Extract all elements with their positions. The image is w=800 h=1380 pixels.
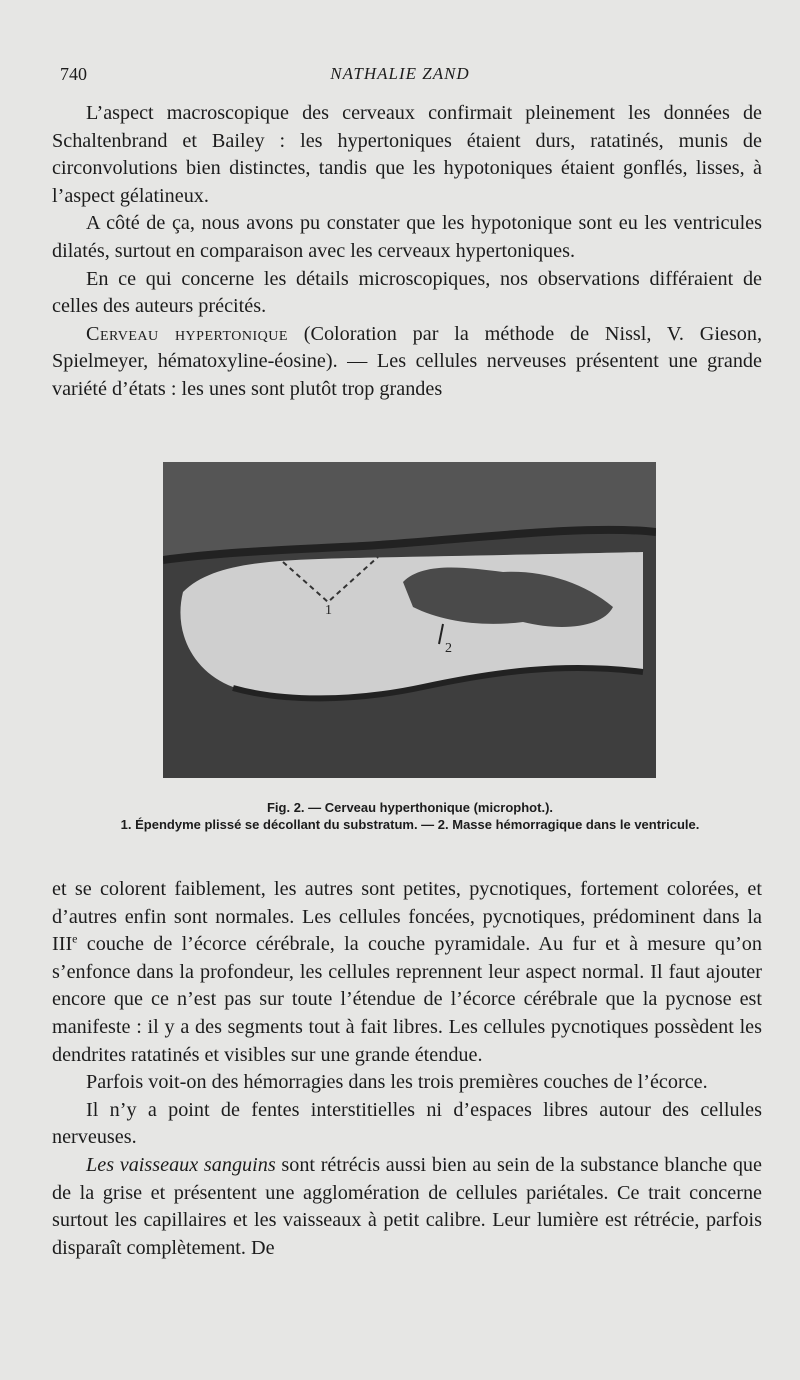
paragraph-text: et se colorent faiblement, les autres sont petites, pycnotiques, fortement colorées, et d’autres enfin sont normales. Les cellules foncées, pycnotiques, prédominent dans la III (52, 878, 762, 956)
figure-label-1: 1 (325, 603, 332, 618)
paragraph: Parfois voit-on des hémorragies dans les trois premières couches de l’écorce. (86, 1071, 708, 1094)
paragraph: L’aspect macroscopique des cerveaux confirmait pleinement les données de Schaltenbrand et Bailey : les hypertoniques étaient durs, ratatinés, munis de circonvolutions bien distinctes, tandis que les hypotoniques étaient gonflés, lisses, à l’aspect gélatineux. (52, 102, 762, 207)
text-block-top (52, 100, 762, 404)
paragraph: En ce qui concerne les détails microscopiques, nos observations différaient de celles des auteurs précités. (52, 267, 762, 318)
italic-term: Les vaisseaux sanguins (86, 1153, 276, 1176)
paragraph-text: (Coloration par la méthode de Nissl, V. Gieson, Spielmeyer, hématoxyline-éosine). — Les cellules nerveuses présentent une grande variété d’états : les unes sont plutôt trop grandes (52, 322, 762, 400)
paragraph (52, 1152, 762, 1262)
paragraph (52, 321, 762, 404)
paragraph-text: couche de l’écorce cérébrale, la couche pyramidale. Au fur et à mesure qu’on s’enfonce dans la profondeur, les cellules reprennent leur aspect normal. Il faut ajouter encore que ce n’est pas sur toute l’étendue de l’écorce cérébrale que la pycnose est manifeste : il y a des segments tout à fait libres. Les cellules pycnotiques possèdent les dendrites ratatinés et visibles sur une grande étendue. (52, 933, 762, 1066)
paragraph: Il n’y a point de fentes interstitielles ni d’espaces libres autour des cellules nerveuses. (52, 1098, 762, 1149)
section-heading: Cerveau hypertonique (86, 322, 288, 345)
microphotograph (163, 462, 656, 778)
paragraph: A côté de ça, nous avons pu constater que les hypotonique sont eu les ventricules dilatés, surtout en comparaison avec les cerveaux hypertoniques. (52, 212, 762, 262)
text-block-bottom (52, 876, 762, 1262)
superscript: e (72, 931, 78, 946)
running-title: NATHALIE ZAND (330, 64, 470, 83)
figure-caption-title: Fig. 2. — Cerveau hyperthonique (microphot.). (266, 800, 554, 815)
paragraph (52, 876, 762, 1069)
figure-caption-legend: 1. Épendyme plissé se décollant du substratum. — 2. Masse hémorragique dans le ventricule. (120, 817, 700, 832)
figure-label-2: 2 (445, 641, 452, 656)
paragraph-text: sont rétrécis aussi bien au sein de la substance blanche que de la grise et présentent une agglomération de cellules pariétales. Ce trait concerne surtout les capillaires et les vaisseaux à petit calibre. Leur lumière est rétrécie, parfois disparaît complètement. De (52, 1153, 762, 1259)
page-number: 740 (60, 64, 87, 84)
